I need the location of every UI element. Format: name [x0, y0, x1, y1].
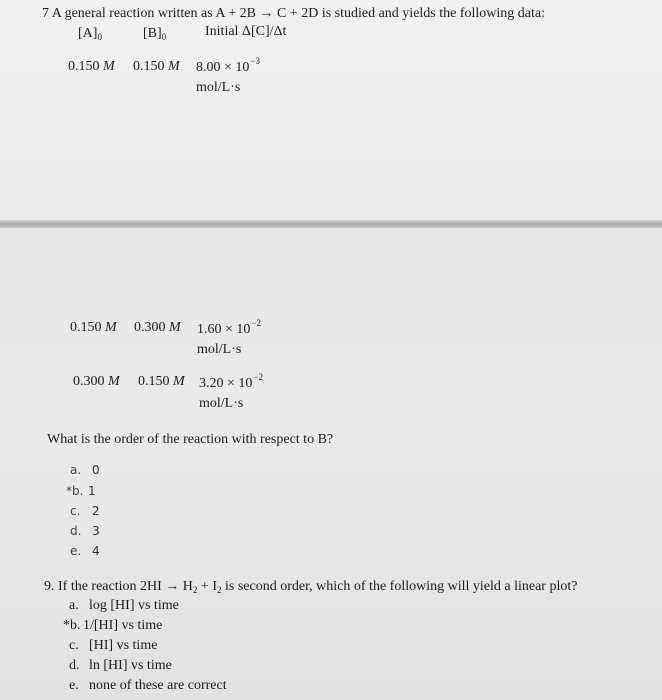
- row2-b-value: 0.300 M: [134, 320, 181, 335]
- question-9-prompt: 9. If the reaction $2HI \to H_2 + I_2$ is second order, which of the following will yield a linear plot?: [44, 579, 578, 595]
- row2-rate-unit: mol/L·s: [197, 342, 242, 357]
- q9-option-d[interactable]: d. ln [HI] vs time: [69, 658, 172, 673]
- header-rate: Initial Δ[C]/Δt: [205, 24, 287, 39]
- row1-a-value: 0.150 M: [68, 59, 115, 74]
- row2-rate-value: $1.60 \times 10^{-2}$: [197, 318, 261, 337]
- q9-arrow-icon: →: [165, 579, 180, 594]
- q7-prompt-end: C + 2D is studied and yields the following data:: [276, 6, 545, 21]
- q9-option-e[interactable]: e. none of these are correct: [69, 678, 227, 693]
- row1-rate-value: $8.00 \times 10^{-3}$: [196, 56, 260, 75]
- row1-rate-unit: mol/L·s: [196, 80, 241, 95]
- question-7-prompt: [42, 6, 545, 22]
- q9-option-c[interactable]: c. [HI] vs time: [69, 638, 158, 653]
- q7-arrow-icon: →: [259, 6, 274, 21]
- row1-b-value: 0.150 M: [133, 59, 180, 74]
- q9-option-b[interactable]: *b. 1/[HI] vs time: [63, 618, 163, 633]
- q7-option-d[interactable]: d. 3: [70, 524, 100, 538]
- row2-a-value: 0.150 M: [70, 320, 117, 335]
- q7-option-e[interactable]: e. 4: [70, 544, 100, 558]
- question-7-text: What is the order of the reaction with respect to B?: [47, 432, 334, 447]
- row3-a-value: 0.300 M: [73, 374, 120, 389]
- q9-option-a[interactable]: a. log [HI] vs time: [69, 598, 179, 613]
- q7-option-c[interactable]: c. 2: [70, 504, 100, 518]
- q7-prompt-intro: 7 A general reaction written as A + 2B: [42, 6, 256, 21]
- q7-option-a[interactable]: a. 0: [70, 463, 100, 477]
- row3-b-value: 0.150 M: [138, 374, 185, 389]
- row3-rate-value: $3.20 \times 10^{-2}$: [199, 372, 263, 391]
- page-fold: [0, 220, 662, 228]
- header-a0: $[A]_0$: [78, 26, 102, 42]
- row3-rate-unit: mol/L·s: [199, 396, 244, 411]
- header-b0: $[B]_0$: [143, 26, 167, 42]
- q7-option-b[interactable]: *b. 1: [66, 484, 96, 498]
